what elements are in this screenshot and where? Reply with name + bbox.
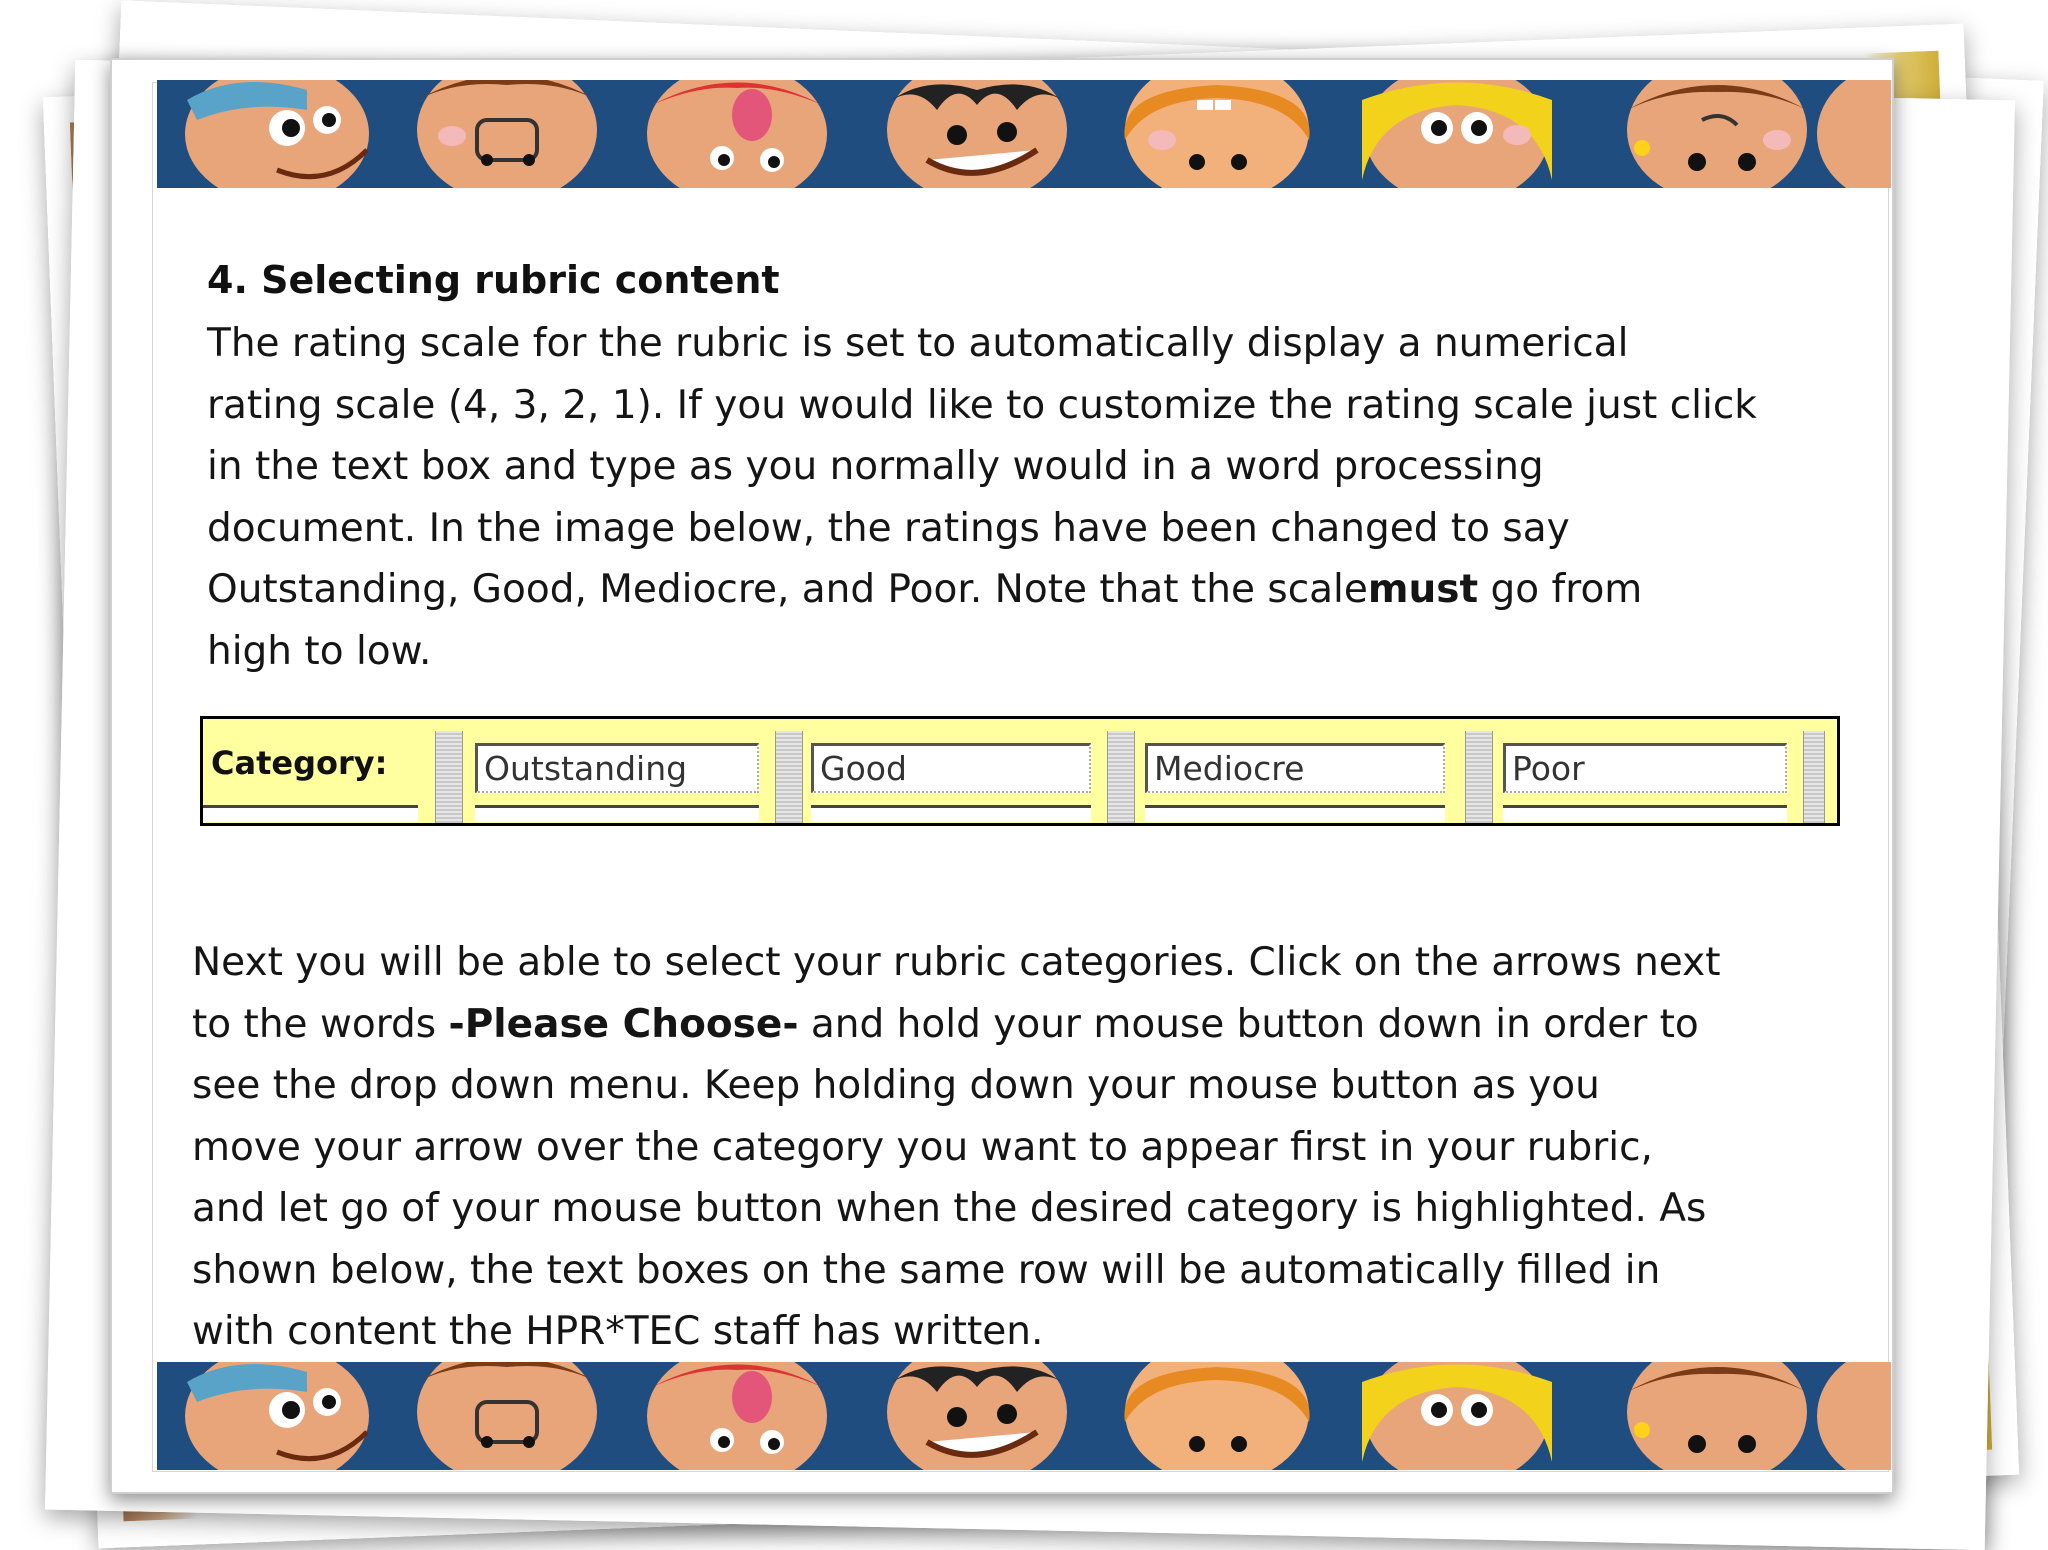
kids-faces-illustration <box>157 80 1891 188</box>
emphasis-must: must <box>1367 567 1479 612</box>
slide-card <box>110 58 1894 1494</box>
paragraph-line: shown below, the text boxes on the same row will be automatically filled in <box>192 1247 1661 1293</box>
line-text: to the words <box>192 1001 449 1047</box>
row-underline <box>475 805 759 822</box>
column-separator <box>1107 731 1135 823</box>
column-separator <box>1465 731 1493 823</box>
row-underline <box>1503 805 1787 822</box>
category-label: Category: <box>211 744 388 782</box>
paragraph-line: see the drop down menu. Keep holding down your mouse button as you <box>192 1063 1600 1108</box>
paragraph-line <box>207 559 1907 621</box>
face-3 <box>647 80 827 188</box>
face-7 <box>1627 80 1807 188</box>
paragraph-line: document. In the image below, the ratings have been changed to say <box>207 505 1570 551</box>
paragraph-line: The rating scale for the rubric is set to automatically display a numerical <box>207 321 1629 366</box>
instructions-paragraph <box>192 932 1912 1363</box>
emphasis-please-choose: -Please Choose- <box>448 1001 799 1047</box>
line-text: Outstanding, Good, Mediocre, and Poor. Note that the scale <box>207 567 1368 612</box>
kids-faces-illustration <box>157 1362 1891 1470</box>
intro-paragraph <box>207 313 1907 682</box>
row-underline <box>1145 805 1445 822</box>
column-separator <box>435 731 463 823</box>
section-heading: 4. Selecting rubric content <box>207 258 780 302</box>
face-5 <box>1124 80 1309 188</box>
paragraph-line: Next you will be able to select your rubric categories. Click on the arrows next <box>192 940 1721 985</box>
rating-input-3[interactable]: Mediocre <box>1145 743 1445 793</box>
rating-input-1[interactable]: Outstanding <box>475 743 759 793</box>
paragraph-line <box>192 994 1912 1056</box>
paragraph-line: with content the HPR*TEC staff has written. <box>192 1309 1044 1354</box>
face-2 <box>417 80 597 188</box>
rubric-rating-strip <box>200 716 1840 826</box>
row-underline <box>203 805 418 822</box>
row-underline <box>811 805 1091 822</box>
paragraph-line: high to low. <box>207 628 432 674</box>
face-1 <box>185 80 369 188</box>
kids-faces-banner-top <box>157 80 1891 188</box>
kids-faces-banner-bottom <box>157 1362 1891 1470</box>
line-text: and hold your mouse button down in order to <box>798 1001 1699 1047</box>
paragraph-line: move your arrow over the category you want to appear first in your rubric, <box>192 1124 1653 1170</box>
rating-input-4[interactable]: Poor <box>1503 743 1787 793</box>
rating-input-2[interactable]: Good <box>811 743 1091 793</box>
face-6 <box>1362 80 1552 188</box>
column-separator <box>775 731 803 823</box>
line-text: go from <box>1478 567 1643 612</box>
paragraph-line: and let go of your mouse button when the desired category is highlighted. As <box>192 1186 1707 1231</box>
column-separator <box>1803 731 1825 823</box>
paragraph-line: rating scale (4, 3, 2, 1). If you would like to customize the rating scale just click <box>207 382 1757 428</box>
face-4 <box>887 80 1067 188</box>
paragraph-line: in the text box and type as you normally would in a word processing <box>207 444 1544 489</box>
